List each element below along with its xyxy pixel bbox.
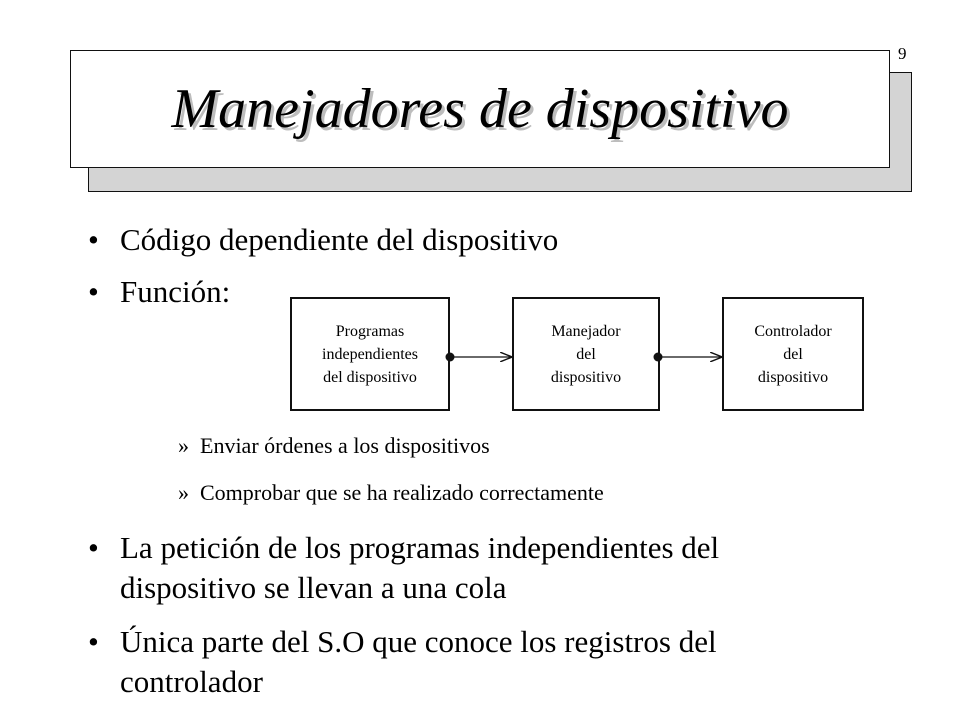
box-line: del [576,345,596,363]
box-device-controller [722,297,864,411]
page-number: 9 [898,44,907,63]
box-line: Programas [335,322,405,340]
sub-bullet-text: Enviar órdenes a los dispositivos [200,433,490,458]
sub-bullet-2 [178,479,818,507]
sub-bullet-1 [178,432,678,460]
bullet-mark: • [88,274,99,309]
bullet-text-line-2: dispositivo se llevan a una cola [120,570,507,605]
box-independent-programs [290,297,450,411]
box-device-driver [512,297,660,411]
bullet-2 [88,272,288,312]
box-line: del [783,345,803,363]
bullet-mark: • [88,530,99,565]
box-line: dispositivo [550,368,622,386]
sub-bullet-text: Comprobar que se ha realizado correctamente [200,480,604,505]
bullet-text-line-1: La petición de los programas independientes del [120,530,720,565]
bullet-mark: • [88,222,99,257]
box-line: independientes [322,345,418,363]
sub-bullet-mark: » [178,480,189,505]
bullet-1 [88,220,888,260]
box-line: Controlador [754,322,832,340]
bullet-3 [88,528,908,608]
box-line: dispositivo [757,368,829,386]
bullet-mark: • [88,624,99,659]
bullet-text: Función: [120,274,231,309]
bullet-4 [88,622,908,702]
bullet-text: Código dependiente del dispositivo [120,222,559,257]
slide-title: Manejadores de dispositivo [171,78,789,140]
title-box [70,50,890,168]
box-line: del dispositivo [323,368,417,386]
sub-bullet-mark: » [178,433,189,458]
box-line: Manejador [551,322,621,340]
bullet-text-line-2: controlador [120,664,263,699]
bullet-text-line-1: Única parte del S.O que conoce los registros del [120,624,717,659]
